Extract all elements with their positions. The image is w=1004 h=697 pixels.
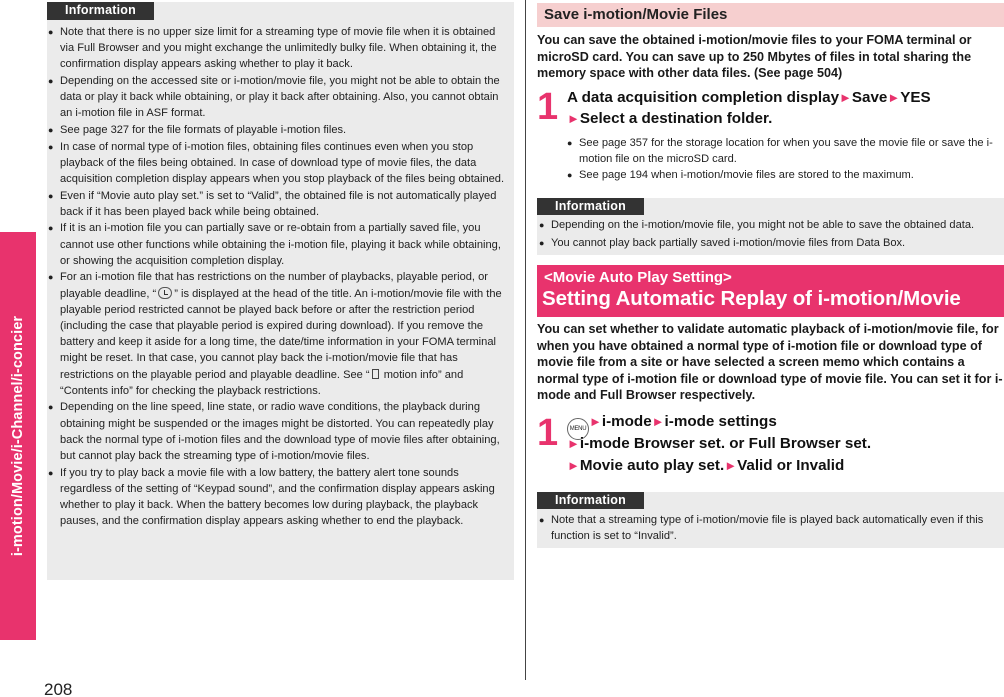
page-number: 208 xyxy=(44,680,73,697)
chapter-side-tab-label: i-motion/Movie/i-Channel/i-concier xyxy=(10,315,26,557)
note-item: ● Depending on the i-motion/movie file, you might not be able to save the obtained data. xyxy=(549,217,1001,235)
bullet-icon: ● xyxy=(48,223,54,234)
arrow-icon: ► xyxy=(839,90,852,105)
menu-key-icon: MENU xyxy=(567,418,589,440)
bullet-icon: ● xyxy=(48,76,54,86)
bullet-icon: ● xyxy=(567,138,573,148)
note-item: ● If it is an i-motion file you can partially save or re-obtain from a partially saved file, you cannot use other functions while obtaining the i-motion file, playing it back while obtaining, or showing the acquisition completion display. xyxy=(48,222,501,267)
save-section-intro: You can save the obtained i-motion/movie files to your FOMA terminal or microSD card. You can save up to 250 Mbytes of files in total sharing the memory space with other data files. (See page 504) xyxy=(537,33,972,81)
note-item: ● Depending on the accessed site or i-motion/movie file, you might not be able to obtain the data or play it back while obtaining, or play it back after obtaining. Also, you cannot obtain an i-motion file in ASF format. xyxy=(48,75,500,120)
information-notes xyxy=(48,24,511,530)
information-badge: Information xyxy=(537,492,644,509)
arrow-icon: ► xyxy=(567,458,580,473)
arrow-icon: ► xyxy=(567,111,580,126)
clock-icon xyxy=(158,287,172,299)
bullet-icon: ● xyxy=(567,170,573,180)
arrow-icon: ► xyxy=(724,458,738,473)
save-step-notes xyxy=(567,135,1002,183)
information-notes xyxy=(539,217,1001,252)
note-item: ● You cannot play back partially saved i-motion/movie files from Data Box. xyxy=(549,235,1001,253)
information-badge: Information xyxy=(537,198,644,215)
arrow-icon: ► xyxy=(589,414,602,429)
note-item: ● See page 194 when i-motion/movie files are stored to the maximum. xyxy=(567,169,914,181)
note-item: ● Even if “Movie auto play set.” is set to “Valid”, the obtained file is not automatically played back if it has been played back while being obtained. xyxy=(48,189,497,218)
arrow-icon: ► xyxy=(651,414,665,429)
auto-play-step-number: 1 xyxy=(537,412,559,454)
information-badge: Information xyxy=(47,2,154,20)
save-section-title: Save i-motion/Movie Files xyxy=(544,6,728,23)
auto-play-step-line-2: ►i-mode Browser set. or Full Browser set. xyxy=(567,435,872,452)
save-step-line-1: A data acquisition completion display►Save►YES xyxy=(567,89,931,106)
note-item: ● If you try to play back a movie file with a low battery, the battery alert tone sounds regardless of the setting of “Keypad sound”, and the confirmation display appears asking whether to play it back. When the battery becomes low during playback, the playback pauses, and the confirmation display appears asking whether to end the playback. xyxy=(48,466,495,528)
bullet-icon: ● xyxy=(48,467,54,478)
note-item-restriction: ● For an i-motion file that has restrictions on the number of playbacks, playable period, or playable deadline, “ ” is displayed at the head of the title. An i-motion/movie file with the playable period restricted cannot be played back before or after the restriction period (including the case that playable period is expired during download). If you remove the battery and keep it aside for a long time, the date/time information in your FOMA terminal might be reset. In that case, you cannot play back the i-motion/movie file that has restrictions on the playable period and playable deadline. See “ motion info” and “Contents info” for checking the playback restrictions. xyxy=(48,271,502,397)
note-item: ● Depending on the line speed, line state, or radio wave conditions, the playback during obtaining might be suspended or the images might be distorted. You can repeatedly play back the normal type of i-motion files and the download type of movie files after obtaining, but cannot play back the streaming type of i-motion/movie files. xyxy=(48,401,500,463)
phone-key-icon xyxy=(372,369,379,379)
note-item: ● Note that there is no upper size limit for a streaming type of movie file when it is obtained via Full Browser and you might exchange the unlimitedly bulky file. When obtaining it, the confirmation display appears asking whether to play it back. xyxy=(48,26,497,71)
column-divider xyxy=(525,0,526,680)
save-information-box xyxy=(537,198,1004,255)
save-step-number: 1 xyxy=(537,86,559,128)
auto-play-step-line-3: ►Movie auto play set.►Valid or Invalid xyxy=(567,457,845,474)
information-notes xyxy=(539,512,1001,544)
left-information-panel xyxy=(47,2,514,580)
save-step-line-2: ►Select a destination folder. xyxy=(567,110,773,127)
note-item: ● See page 327 for the file formats of playable i-motion files. xyxy=(58,122,511,138)
note-item: ● Note that a streaming type of i-motion/movie file is played back automatically even if this function is set to “Invalid”. xyxy=(539,514,984,543)
bullet-icon: ● xyxy=(48,27,54,37)
arrow-icon: ► xyxy=(567,436,580,451)
auto-play-subtitle: <Movie Auto Play Setting> xyxy=(544,269,732,286)
save-section-header xyxy=(537,3,1004,27)
note-item: ● In case of normal type of i-motion files, obtaining files continues even when you stop playback of the files being obtained. In case of download type of movie files, the data acquisition completion display appears when you stop playback of the files being obtained. xyxy=(48,140,505,185)
note-item: ● See page 357 for the storage location for when you save the movie file or save the i-motion file on the microSD card. xyxy=(567,137,993,165)
auto-play-title: Setting Automatic Replay of i-motion/Movie xyxy=(542,287,961,310)
auto-play-step-line-1: MENU ►i-mode►i-mode settings xyxy=(567,411,777,440)
auto-play-intro: You can set whether to validate automatic playback of i-motion/movie file, for when you have obtained a normal type of i-motion file or download type of movie file from a site or have selected a screen memo which contains a normal type of i-motion file or download type of movie file. You can set it for i-mode and Full Browser respectively. xyxy=(537,322,1003,403)
auto-play-section-header xyxy=(537,265,1004,317)
bullet-icon: ● xyxy=(539,515,545,525)
auto-play-information-box xyxy=(537,492,1004,548)
bullet-icon: ● xyxy=(48,272,54,283)
bullet-icon: ● xyxy=(539,237,545,248)
bullet-icon: ● xyxy=(48,141,54,152)
bullet-icon: ● xyxy=(48,190,54,201)
arrow-icon: ► xyxy=(887,90,901,105)
bullet-icon: ● xyxy=(539,220,545,230)
bullet-icon: ● xyxy=(48,125,54,135)
bullet-icon: ● xyxy=(48,402,54,413)
